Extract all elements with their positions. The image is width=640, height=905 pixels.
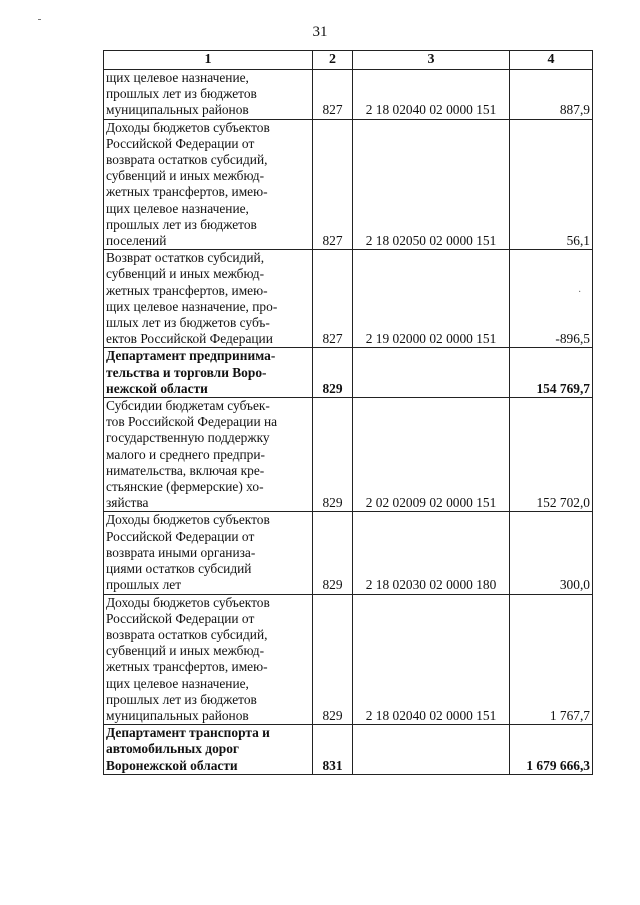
table-row-department xyxy=(104,725,593,775)
row-amount: 56,1 xyxy=(510,119,593,250)
column-header-3: 3 xyxy=(353,51,510,70)
row-code: 829 xyxy=(313,512,353,594)
row-code: 827 xyxy=(313,70,353,120)
row-name: щих целевое назначение, прошлых лет из бюджетов муниципальных районов xyxy=(104,70,313,120)
table-row-department xyxy=(104,348,593,398)
table-body xyxy=(104,70,593,775)
row-amount: 152 702,0 xyxy=(510,398,593,512)
column-header-4: 4 xyxy=(510,51,593,70)
row-budget-code xyxy=(353,348,510,398)
row-budget-code: 2 18 02040 02 0000 151 xyxy=(353,70,510,120)
table-row xyxy=(104,119,593,250)
row-budget-code: 2 02 02009 02 0000 151 xyxy=(353,398,510,512)
row-amount: 887,9 xyxy=(510,70,593,120)
column-header-1: 1 xyxy=(104,51,313,70)
row-budget-code: 2 18 02030 02 0000 180 xyxy=(353,512,510,594)
page-number: 31 xyxy=(312,24,328,40)
row-code: 831 xyxy=(313,725,353,775)
row-budget-code: 2 18 02040 02 0000 151 xyxy=(353,594,510,725)
table-row xyxy=(104,398,593,512)
row-amount: 1 767,7 xyxy=(510,594,593,725)
table-row xyxy=(104,70,593,120)
row-budget-code: 2 19 02000 02 0000 151 xyxy=(353,250,510,348)
row-code: 829 xyxy=(313,348,353,398)
row-code: 829 xyxy=(313,398,353,512)
row-amount: 300,0 xyxy=(510,512,593,594)
row-budget-code xyxy=(353,725,510,775)
table-row xyxy=(104,594,593,725)
row-name: Департамент предпринима- тельства и торговли Воро- нежской области xyxy=(104,348,313,398)
row-budget-code: 2 18 02050 02 0000 151 xyxy=(353,119,510,250)
margin-mark: · xyxy=(578,287,582,298)
row-name: Доходы бюджетов субъектов Российской Федерации от возврата иными организа- циями остатков субсидий прошлых лет xyxy=(104,512,313,594)
column-header-2: 2 xyxy=(313,51,353,70)
budget-table xyxy=(103,50,593,775)
row-name: Доходы бюджетов субъектов Российской Федерации от возврата остатков субсидий, субвенций и иных межбюд- жетных трансфертов, имею- щих целевое назначение, прошлых лет из бюджетов муниципальных районов xyxy=(104,594,313,725)
row-name: Возврат остатков субсидий, субвенций и иных межбюд- жетных трансфертов, имею- щих целевое назначение, про- шлых лет из бюджетов субъ- ектов Российской Федерации xyxy=(104,250,313,348)
row-amount: 1 679 666,3 xyxy=(510,725,593,775)
header-row xyxy=(104,51,593,70)
table-row xyxy=(104,512,593,594)
row-name: Департамент транспорта и автомобильных дорог Воронежской области xyxy=(104,725,313,775)
row-name: Доходы бюджетов субъектов Российской Федерации от возврата остатков субсидий, субвенций и иных межбюд- жетных трансфертов, имею- щих целевое назначение, прошлых лет из бюджетов поселений xyxy=(104,119,313,250)
table-row xyxy=(104,250,593,348)
row-amount: 154 769,7 xyxy=(510,348,593,398)
row-name: Субсидии бюджетам субъек- тов Российской Федерации на государственную поддержку малого и среднего предпри- нимательства, включая кре- стьянские (фермерские) хо- зяйства xyxy=(104,398,313,512)
row-code: 827 xyxy=(313,119,353,250)
row-code: 827 xyxy=(313,250,353,348)
row-amount: -896,5 xyxy=(510,250,593,348)
row-code: 829 xyxy=(313,594,353,725)
scan-speck xyxy=(38,19,41,20)
